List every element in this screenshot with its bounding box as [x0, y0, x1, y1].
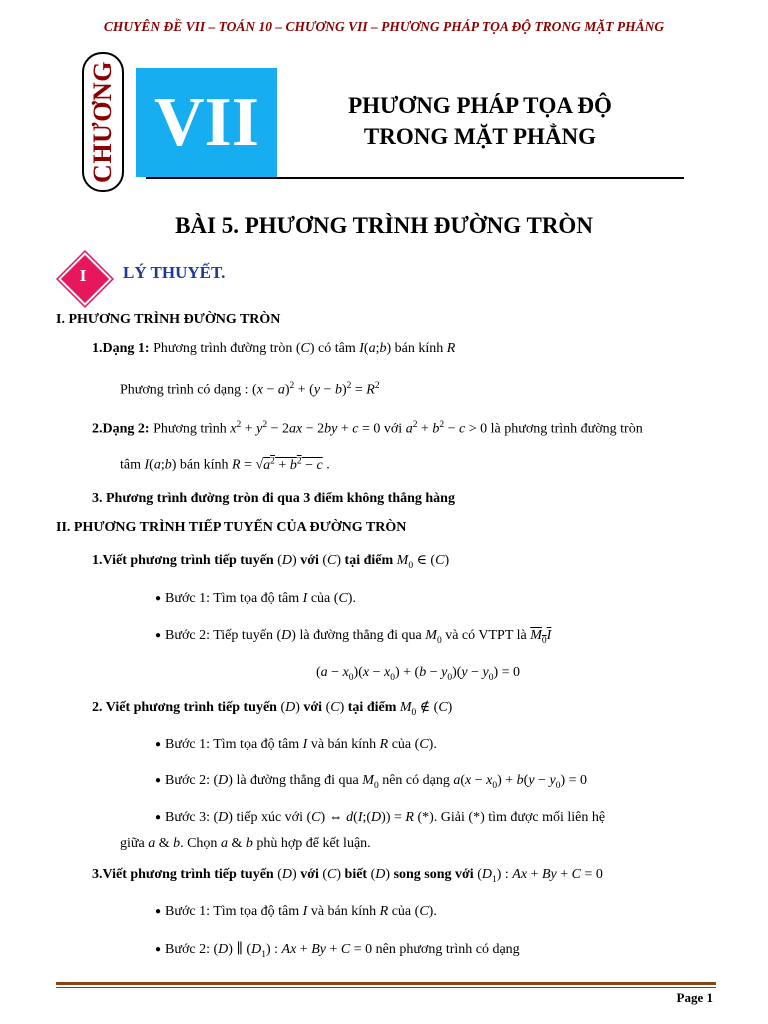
- chapter-number: VII: [136, 68, 277, 177]
- lesson-title: BÀI 5. PHƯƠNG TRÌNH ĐƯỜNG TRÒN: [175, 213, 593, 238]
- section2-heading: II. PHƯƠNG TRÌNH TIẾP TUYẾN CỦA ĐƯỜNG TRÒN: [56, 520, 407, 535]
- case2-step3-cont: giữa a & b. Chọn a & b phù hợp để kết luận.: [120, 836, 371, 851]
- form2-center-line: tâm I(a;b) bán kính $R = √a^2 + b^2 - c$ .: [120, 456, 330, 473]
- page-number: Page 1: [676, 990, 713, 1005]
- case1-step2: ● Bước 2: Tiếp tuyến (D) là đường thẳng đi qua $M_0$ và có VTPT là $M_0I$: [155, 628, 552, 646]
- footer-rule-thin: [56, 987, 716, 988]
- chapter-title-line1: PHƯƠNG PHÁP TỌA ĐỘ: [348, 93, 612, 118]
- case2-step3: ● Bước 3: (D) tiếp xúc với (C) ⇔ d(I;(D)) = R (*). Giải (*) tìm được mối liên hệ: [155, 810, 606, 825]
- case1-equation: $(a - x_0)(x - x_0) + (b - y_0)(y - y_0) = 0$: [316, 665, 521, 683]
- title-rule: [146, 177, 684, 179]
- chapter-label: CHƯƠNG: [88, 61, 118, 183]
- chapter-label-box: [82, 52, 124, 192]
- section-number: I: [79, 266, 87, 285]
- case2-step1: ● Bước 1: Tìm tọa độ tâm I và bán kính R của (C).: [155, 737, 437, 752]
- section1-heading: I. PHƯƠNG TRÌNH ĐƯỜNG TRÒN: [56, 312, 281, 327]
- case3-step2: ● Bước 2: (D) ∥ $(D_1)$ : Ax + By + C = 0 nên phương trình có dạng: [155, 942, 520, 960]
- theory-heading: LÝ THUYẾT.: [123, 263, 226, 282]
- form1-equation-line: Phương trình có dạng : $(x - a)^2 + (y - b)^2 = R^2$: [120, 381, 380, 398]
- case2-step2: ● Bước 2: (D) là đường thẳng đi qua $M_0$ nên có dạng $a(x - x_0) + b(y - y_0) = 0$: [155, 773, 587, 791]
- case1-heading: 1.Viết phương trình tiếp tuyến (D) với (C) tại điểm $M_0$ ∈ (C): [92, 553, 450, 571]
- case3-heading: 3.Viết phương trình tiếp tuyến (D) với (C) biết (D) song song với $(D_1)$ : Ax + By + C = 0: [92, 867, 603, 885]
- case1-step1: ● Bước 1: Tìm tọa độ tâm I của (C).: [155, 591, 356, 606]
- form2-line: 2.Dạng 2: Phương trình $x^2 + y^2 - 2ax - 2by + c = 0$ với $a^2 + b^2 - c > 0$ là phương trình đường tròn: [92, 420, 643, 437]
- case2-heading: 2. Viết phương trình tiếp tuyến (D) với (C) tại điểm $M_0$ ∉ (C): [92, 700, 453, 718]
- footer-rule: [56, 982, 716, 985]
- running-header: CHUYÊN ĐỀ VII – TOÁN 10 – CHƯƠNG VII – PHƯƠNG PHÁP TỌA ĐỘ TRONG MẶT PHẲNG: [103, 19, 665, 34]
- chapter-title-line2: TRONG MẶT PHẲNG: [363, 124, 597, 149]
- form1-line: 1.Dạng 1: Phương trình đường tròn (C) có tâm I(a;b) bán kính R: [92, 341, 456, 356]
- case3-step1: ● Bước 1: Tìm tọa độ tâm I và bán kính R của (C).: [155, 904, 437, 919]
- section-diamond-icon: [58, 252, 108, 302]
- three-points-heading: 3. Phương trình đường tròn đi qua 3 điểm không thẳng hàng: [92, 491, 455, 506]
- chapter-title: [290, 90, 670, 152]
